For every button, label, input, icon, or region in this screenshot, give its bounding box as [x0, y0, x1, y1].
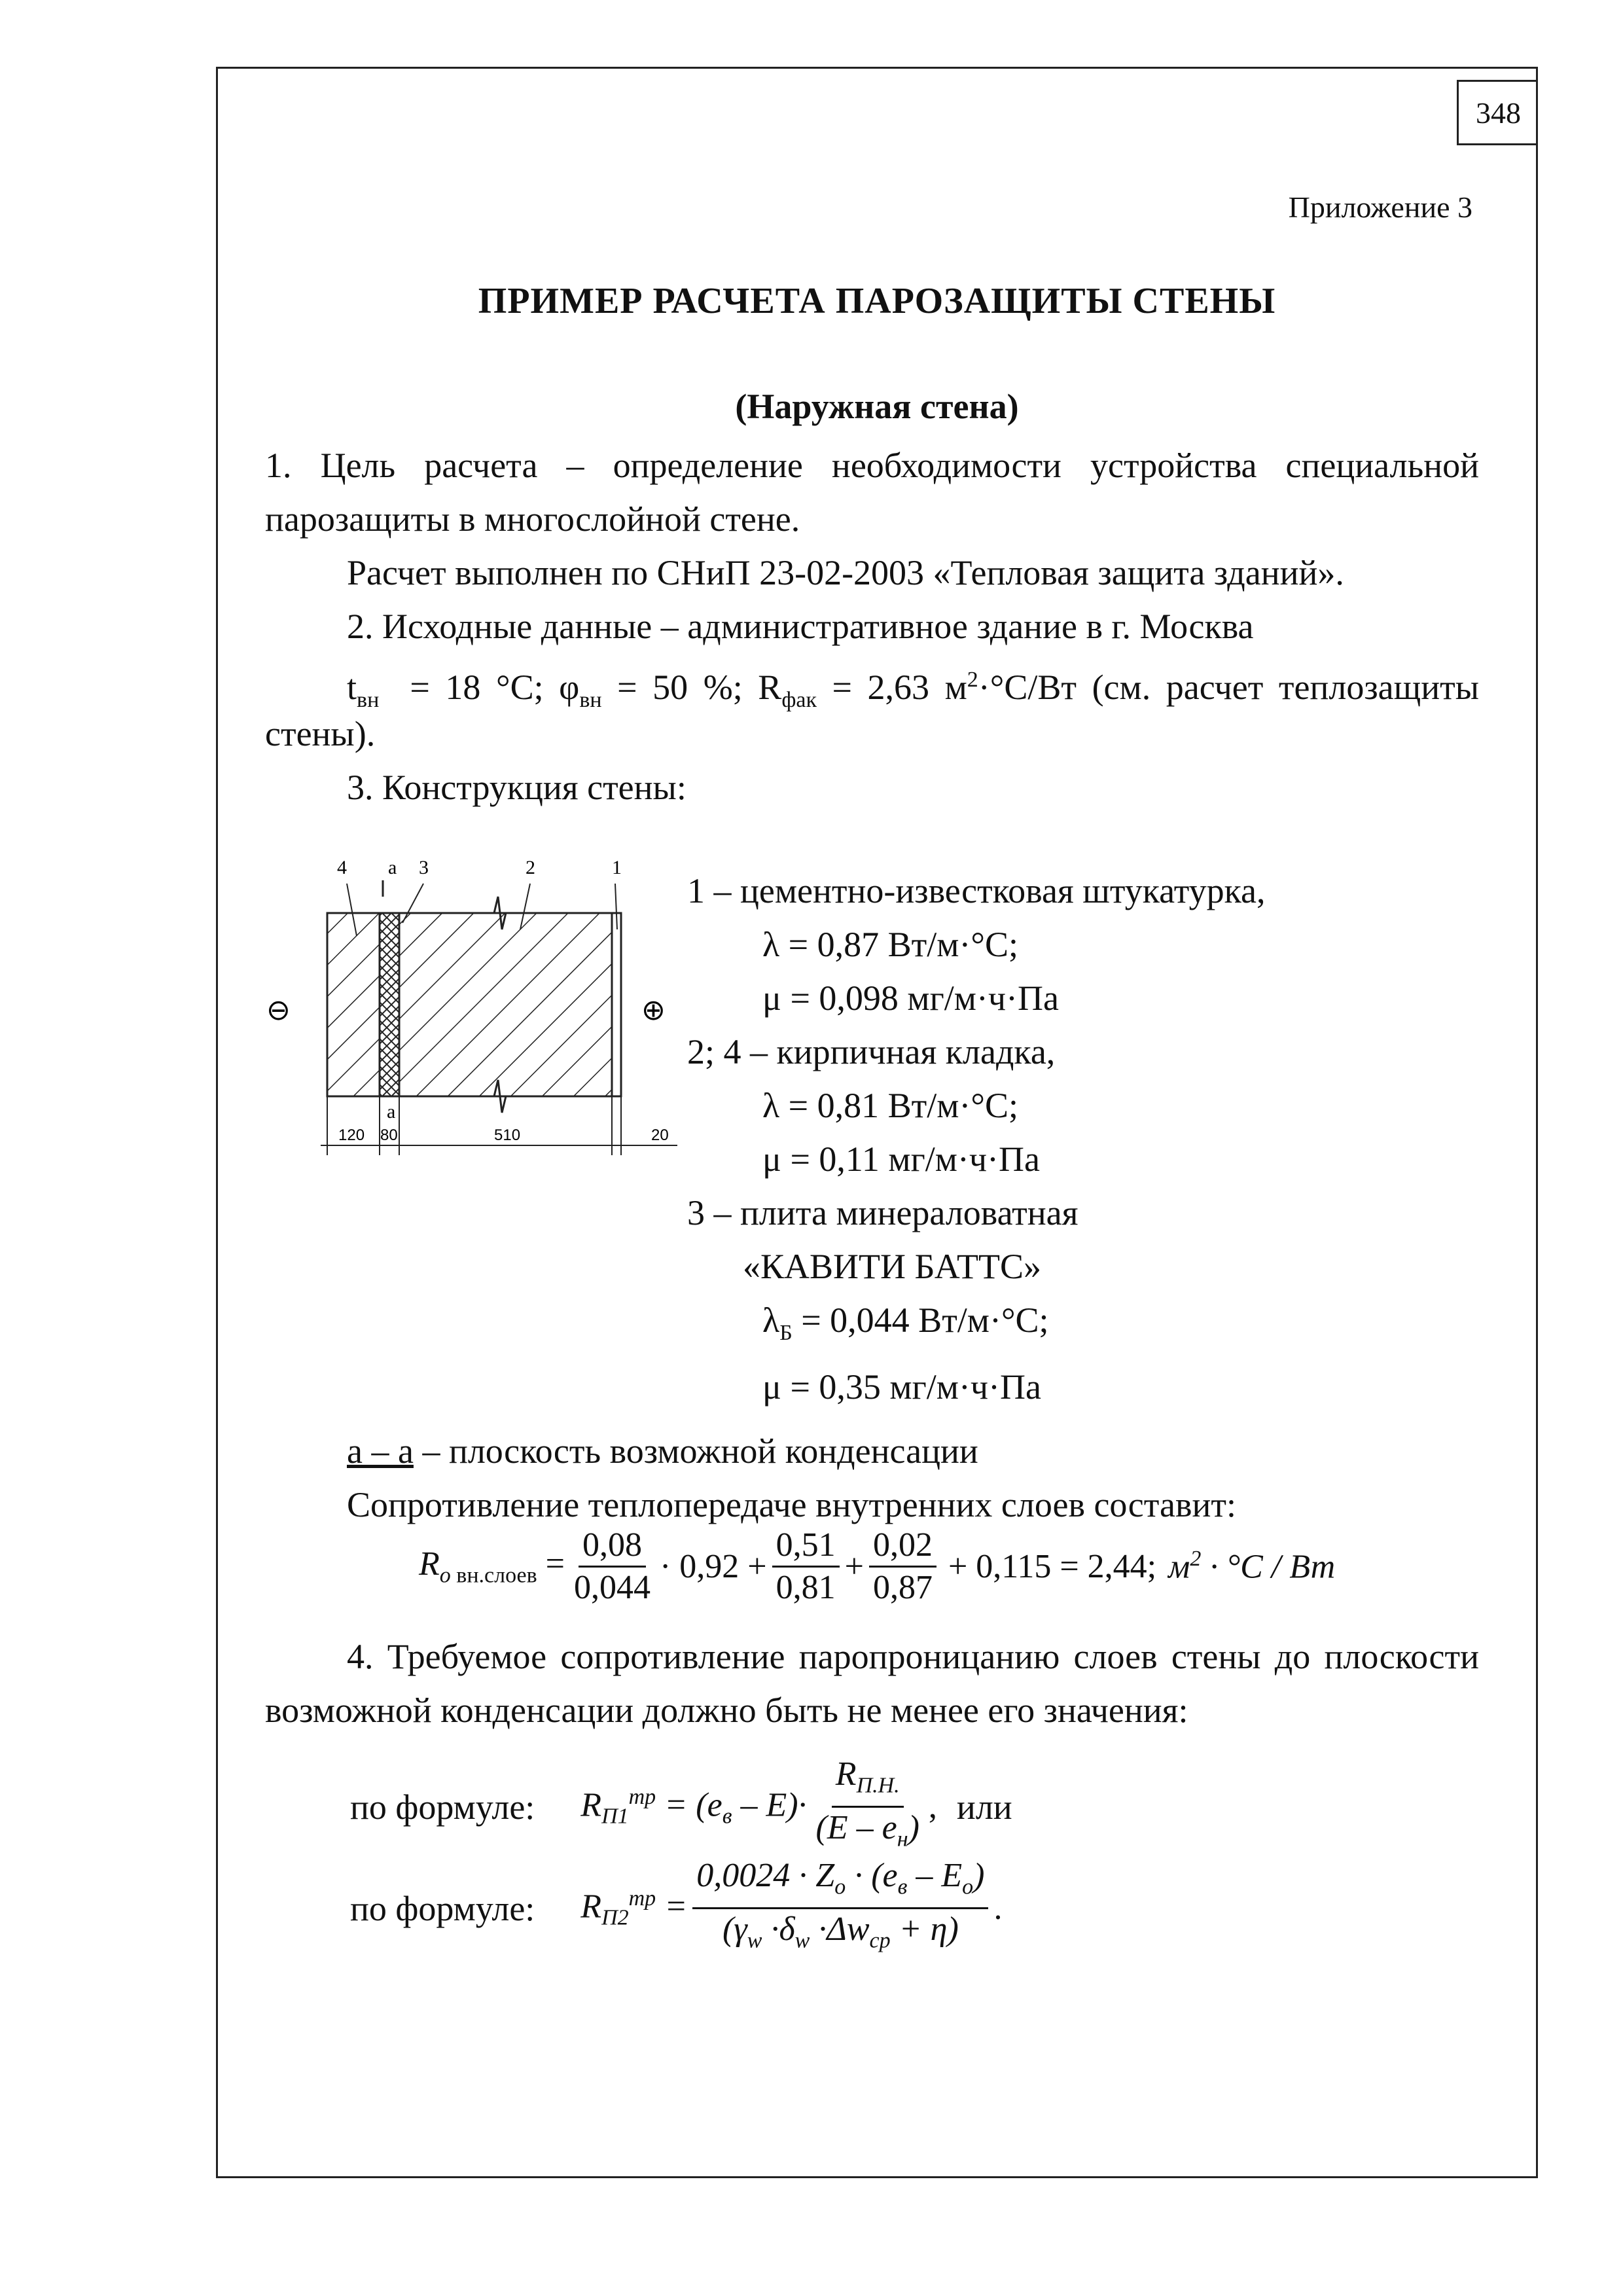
f1-tail: + 0,115 = 2,44; [948, 1548, 1157, 1585]
formula-rp1 [350, 1754, 1012, 1860]
f1-mult: · 0,92 + [659, 1548, 767, 1585]
layer-legend [687, 864, 1266, 1414]
aa-text: – плоскость возможной конденсации [413, 1431, 978, 1471]
paragraph-required-line2: возможной конденсации должно быть не менее его значения: [265, 1691, 1188, 1730]
label-1: 1 [612, 857, 622, 878]
label-3: 3 [419, 857, 429, 878]
legend-line: 2; 4 – кирпичная кладка, [687, 1032, 1056, 1071]
fraction-3: $\frac{0,02}{0,87}$ [869, 1525, 936, 1608]
page-number: 348 [1457, 80, 1538, 145]
fraction-2: $\frac{0,51}{0,81}$ [772, 1525, 840, 1608]
formula-rp2 [350, 1856, 1002, 1962]
f1-plus: + [844, 1548, 864, 1585]
page-subtitle: (Наружная стена) [735, 387, 1019, 426]
layer-2-brick [399, 913, 612, 1096]
legend-line: «КАВИТИ БАТТС» [743, 1247, 1042, 1286]
paragraph-params-line1: $t_{вн} = 18$ °С; $\varphi_{вн} = 50$ %; $R_{фак} = 2,63$ $м^2\cdot^\circ С/Вт$ (см. расчет теплозащиты [347, 668, 1479, 712]
or-label: или [956, 1787, 1012, 1827]
paragraph-standard: Расчет выполнен по СНиП 23-02-2003 «Тепловая защита зданий». [347, 553, 1344, 592]
paragraph-goal-line2: парозащиты в многослойной стене. [265, 499, 800, 539]
outside-minus-sign: ⊖ [266, 994, 291, 1027]
legend-line: $\lambda_Б = 0,044$ Вт/м·°С; [762, 1300, 1049, 1345]
label-a-bottom: а [387, 1101, 396, 1122]
f1-lhs: R [419, 1545, 440, 1583]
dim-20: 20 [651, 1126, 669, 1144]
f2-lhs: $R_{П1}^{тр} = (e_в - E)\cdot$ [580, 1785, 807, 1829]
legend-line: μ = 0,098 мг/м·ч·Па [762, 978, 1059, 1018]
fraction-1: $\frac{0,08}{0,044}$ [573, 1526, 651, 1606]
f1-lhs-sub2: вн.слоев [450, 1563, 537, 1588]
paragraph-input-data: 2. Исходные данные – административное здание в г. Москва [347, 607, 1254, 646]
f3-lhs: $R_{П2}^{тр}$ = [580, 1886, 688, 1930]
paragraph-required-line1: 4. Требуемое сопротивление паропроницанию слоев стены до плоскости [347, 1637, 1479, 1676]
f1-units: $м^2 \cdot ^\circ С$ / Вт [1168, 1547, 1336, 1586]
fraction-rp2: $\frac{0,0024 \cdot Z_о \cdot (e_в - E_о)}{(\gamma_w \cdot\delta_w \cdot\Delta w_{ср} + \eta)}$ [692, 1856, 988, 1962]
dim-120: 120 [338, 1126, 365, 1144]
layer-1-plaster [612, 913, 621, 1096]
fraction-rp1: $\frac{R_{П.Н.}}{(E - e_н)}$ [815, 1755, 919, 1852]
legend-line: μ = 0,11 мг/м·ч·Па [762, 1139, 1040, 1179]
layer-4-brick [327, 913, 380, 1096]
by-formula-label: по формуле: [350, 1787, 535, 1827]
label-2: 2 [526, 857, 535, 878]
legend-line: μ = 0,35 мг/м·ч·Па [762, 1367, 1041, 1407]
paragraph-goal-line1: 1. Цель расчета – определение необходимости устройства специальной [265, 446, 1479, 485]
f2-tail: , [928, 1788, 937, 1826]
page-title: ПРИМЕР РАСЧЕТА ПАРОЗАЩИТЫ СТЕНЫ [478, 281, 1276, 321]
label-a-top: а [388, 857, 397, 878]
legend-line: λ = 0,87 Вт/м·°С; [762, 925, 1019, 964]
paragraph-params-line2: стены). [265, 714, 376, 753]
f3-tail: . [993, 1890, 1003, 1928]
f1-lhs-sub: о [439, 1563, 451, 1588]
paragraph-resistance: Сопротивление теплопередаче внутренних слоев составит: [347, 1485, 1236, 1524]
legend-line: 3 – плита минераловатная [687, 1193, 1079, 1232]
legend-line: 1 – цементно-известковая штукатурка, [687, 871, 1266, 910]
aa-label: а – а [347, 1431, 414, 1471]
inside-plus-sign: ⊕ [641, 994, 666, 1027]
wall-section-diagram [259, 844, 690, 1172]
by-formula-label-2: по формуле: [350, 1888, 535, 1928]
layer-3-insulation [380, 913, 399, 1096]
condensation-plane-note [347, 1424, 978, 1478]
dim-80: 80 [380, 1126, 398, 1144]
paragraph-construction: 3. Конструкция стены: [347, 768, 687, 807]
appendix-label: Приложение 3 [1288, 190, 1472, 224]
legend-line: λ = 0,81 Вт/м·°С; [762, 1086, 1019, 1125]
dim-510: 510 [494, 1126, 521, 1144]
formula-inner-layers-resistance: $R_{о вн.слоев}$ = $\frac{0,08}{0,044}$ · 0,92 + $\frac{0,51}{0,81}$ + $\frac{0,02}{0,87}$ + 0,115 = 2,44; $м^2 \cdot ^\circ С$ / Вт [419, 1525, 1335, 1608]
label-4: 4 [337, 857, 347, 878]
